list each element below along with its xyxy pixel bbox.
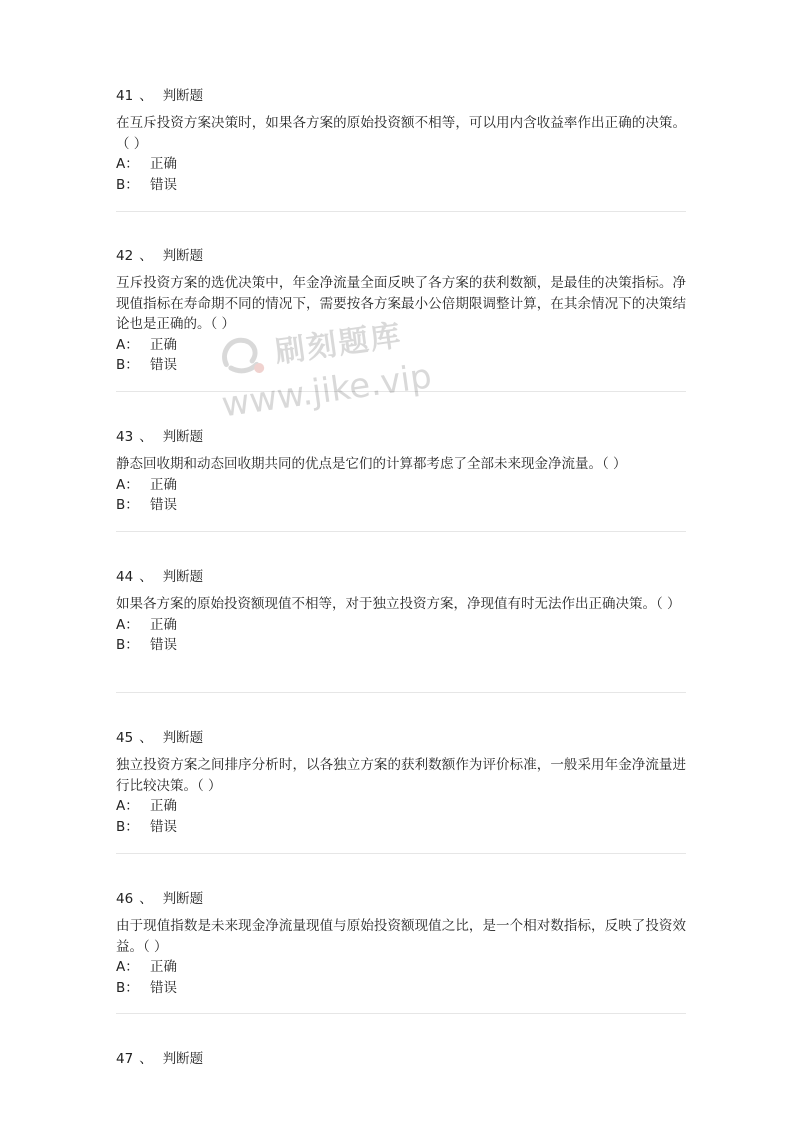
option-letter: B： — [116, 979, 139, 996]
question-separator: 、 — [139, 1051, 153, 1067]
question-41 — [116, 86, 686, 195]
option-text: 正确 — [150, 476, 177, 493]
option-text: 正确 — [150, 798, 177, 814]
option-letter: A： — [116, 798, 139, 814]
question-47 — [116, 1049, 686, 1076]
question-type: 判断题 — [162, 891, 204, 907]
option-letter: B： — [116, 497, 139, 513]
question-stem: 互斥投资方案的选优决策中，年金净流量全面反映了各方案的获利数额，是最佳的决策指标。净现值指标在寿命期不同的情况下，需要按各方案最小公倍期限调整计算，在其余情况下的决策结论也是正确的。（ ） — [116, 275, 686, 332]
question-number: 42 — [116, 248, 134, 264]
option-b[interactable] — [116, 978, 686, 999]
question-number: 47 — [116, 1051, 134, 1067]
option-b[interactable] — [116, 495, 686, 516]
option-a[interactable] — [116, 957, 686, 978]
question-42 — [116, 246, 686, 376]
option-letter: A： — [116, 156, 139, 172]
option-a[interactable] — [116, 154, 686, 175]
option-letter: A： — [116, 959, 139, 975]
question-number: 43 — [116, 429, 134, 445]
question-type: 判断题 — [162, 569, 204, 585]
option-letter: B： — [116, 818, 139, 835]
question-divider — [116, 391, 686, 392]
option-text: 正确 — [150, 959, 177, 975]
option-text: 错误 — [150, 637, 177, 653]
question-header — [116, 889, 686, 909]
option-text: 正确 — [150, 616, 177, 633]
question-header — [116, 567, 686, 587]
option-a[interactable] — [116, 796, 686, 817]
option-letter: A： — [116, 616, 139, 633]
option-b[interactable] — [116, 355, 686, 376]
question-type: 判断题 — [162, 730, 204, 746]
question-divider — [116, 692, 686, 693]
question-header — [116, 1049, 686, 1069]
option-b[interactable] — [116, 817, 686, 838]
watermark-brand: 刷刻题库 — [272, 318, 405, 371]
option-letter: A： — [116, 336, 139, 353]
question-number: 41 — [116, 88, 134, 104]
question-divider — [116, 1013, 686, 1014]
question-46 — [116, 889, 686, 998]
question-separator: 、 — [139, 730, 153, 746]
question-header — [116, 427, 686, 447]
question-44 — [116, 567, 686, 656]
option-text: 正确 — [150, 156, 177, 172]
question-type: 判断题 — [162, 248, 204, 264]
question-type: 判断题 — [162, 88, 204, 104]
question-divider — [116, 853, 686, 854]
option-text: 错误 — [150, 176, 177, 193]
option-a[interactable] — [116, 615, 686, 636]
question-header — [116, 86, 686, 106]
question-divider — [116, 211, 686, 212]
question-separator: 、 — [139, 891, 153, 907]
question-header — [116, 246, 686, 266]
option-b[interactable] — [116, 635, 686, 656]
option-text: 错误 — [150, 497, 177, 513]
option-a[interactable] — [116, 475, 686, 496]
question-divider — [116, 531, 686, 532]
question-type: 判断题 — [162, 1051, 204, 1067]
question-separator: 、 — [139, 248, 153, 264]
question-number: 44 — [116, 569, 134, 585]
question-number: 46 — [116, 891, 134, 907]
option-b[interactable] — [116, 175, 686, 196]
option-text: 正确 — [150, 336, 177, 353]
question-45 — [116, 728, 686, 837]
option-letter: B： — [116, 637, 139, 653]
question-separator: 、 — [139, 88, 153, 104]
question-separator: 、 — [139, 569, 153, 585]
question-stem: 如果各方案的原始投资额现值不相等，对于独立投资方案，净现值有时无法作出正确决策。（ ） — [116, 596, 681, 612]
option-text: 错误 — [150, 357, 177, 373]
option-text: 错误 — [150, 979, 177, 996]
question-stem: 在互斥投资方案决策时，如果各方案的原始投资额不相等，可以用内含收益率作出正确的决策。（ ） — [116, 115, 686, 152]
question-number: 45 — [116, 730, 134, 746]
option-letter: A： — [116, 476, 139, 493]
question-stem: 独立投资方案之间排序分析时，以各独立方案的获利数额作为评价标准，一般采用年金净流量进行比较决策。（ ） — [116, 757, 686, 794]
watermark-url: www.jike.vip — [219, 356, 435, 426]
option-letter: B： — [116, 357, 139, 373]
question-stem: 由于现值指数是未来现金净流量现值与原始投资额现值之比，是一个相对数指标，反映了投资效益。（ ） — [116, 918, 686, 955]
question-stem: 静态回收期和动态回收期共同的优点是它们的计算都考虑了全部未来现金净流量。（ ） — [116, 456, 627, 472]
question-type: 判断题 — [162, 429, 204, 445]
question-separator: 、 — [139, 429, 153, 445]
question-header — [116, 728, 686, 748]
option-a[interactable] — [116, 335, 686, 356]
option-text: 错误 — [150, 818, 177, 835]
option-letter: B： — [116, 176, 139, 193]
question-43 — [116, 427, 686, 516]
